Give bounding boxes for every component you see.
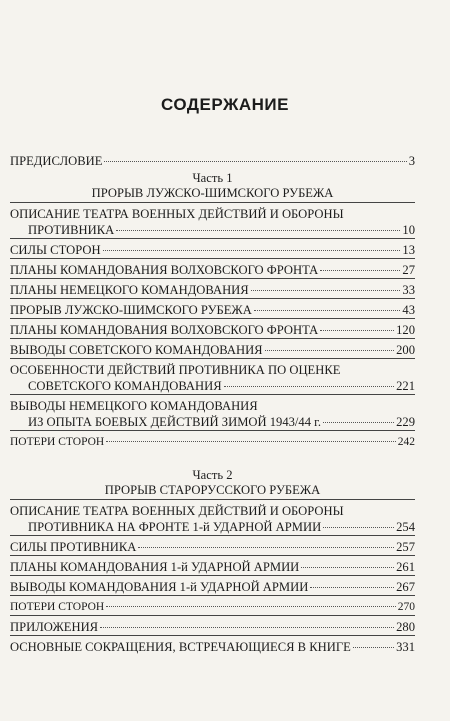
toc-entry <box>10 322 415 338</box>
toc-entry-text: ВЫВОДЫ СОВЕТСКОГО КОМАНДОВАНИЯ <box>10 343 263 357</box>
toc-entry <box>10 362 415 394</box>
part-subtitle: ПРОРЫВ СТАРОРУССКОГО РУБЕЖА <box>104 483 321 497</box>
toc-entry <box>10 434 415 450</box>
divider <box>10 238 415 239</box>
leader-dots <box>106 441 396 442</box>
leader-dots <box>323 422 394 423</box>
toc-entry-text: ПОТЕРИ СТОРОН <box>10 601 105 613</box>
toc-entry-text: СИЛЫ СТОРОН <box>10 243 101 257</box>
toc-page-number: 120 <box>396 323 415 337</box>
toc-entry-text: ПРЕДИСЛОВИЕ <box>10 154 103 168</box>
toc-entry-text: ВЫВОДЫ НЕМЕЦКОГО КОМАНДОВАНИЯ <box>10 399 258 413</box>
divider <box>10 575 415 576</box>
leader-dots <box>310 587 394 588</box>
toc-page-number: 254 <box>396 520 415 534</box>
leader-dots <box>116 230 400 231</box>
toc-page-number: 33 <box>402 283 415 297</box>
leader-dots <box>320 270 400 271</box>
toc-page-number: 331 <box>396 640 415 654</box>
toc-page-number: 13 <box>402 243 415 257</box>
toc-entry <box>10 242 415 258</box>
toc-entry-text: ОПИСАНИЕ ТЕАТРА ВОЕННЫХ ДЕЙСТВИЙ И ОБОРОНЫ <box>10 504 344 518</box>
divider <box>10 555 415 556</box>
toc-entry-text: ПЛАНЫ НЕМЕЦКОГО КОМАНДОВАНИЯ <box>10 283 249 297</box>
leader-dots <box>353 647 394 648</box>
divider <box>10 535 415 536</box>
divider <box>10 358 415 359</box>
toc-page-number: 27 <box>402 263 415 277</box>
toc-page-number: 280 <box>396 620 415 634</box>
leader-dots <box>224 386 394 387</box>
toc-entry-text: ОСОБЕННОСТИ ДЕЙСТВИЙ ПРОТИВНИКА ПО ОЦЕНКЕ <box>10 363 341 377</box>
divider <box>10 338 415 339</box>
leader-dots <box>265 350 395 351</box>
toc-page-number: 10 <box>402 223 415 237</box>
part-heading: Часть 2 <box>192 468 233 482</box>
leader-dots <box>100 627 394 628</box>
part-subtitle: ПРОРЫВ ЛУЖСКО-ШИМСКОГО РУБЕЖА <box>91 186 334 200</box>
toc-entry-text: ПЛАНЫ КОМАНДОВАНИЯ ВОЛХОВСКОГО ФРОНТА <box>10 323 319 337</box>
toc-entry-text: ОПИСАНИЕ ТЕАТРА ВОЕННЫХ ДЕЙСТВИЙ И ОБОРОНЫ <box>10 207 344 221</box>
toc-entry-text: ПРОРЫВ ЛУЖСКО-ШИМСКОГО РУБЕЖА <box>10 303 252 317</box>
toc-page-number: 3 <box>408 154 415 168</box>
divider <box>10 394 415 395</box>
toc-entry <box>10 398 415 430</box>
toc-entry-text: СИЛЫ ПРОТИВНИКА <box>10 540 137 554</box>
leader-dots <box>323 527 394 528</box>
leader-dots <box>138 547 394 548</box>
divider <box>10 278 415 279</box>
toc-entry-text: ПРОТИВНИКА НА ФРОНТЕ 1-й УДАРНОЙ АРМИИ <box>28 520 322 534</box>
toc-page-number: 242 <box>397 436 415 448</box>
part-heading: Часть 1 <box>192 171 233 185</box>
toc-entry-text: СОВЕТСКОГО КОМАНДОВАНИЯ <box>28 379 222 393</box>
toc-entry-text: ОСНОВНЫЕ СОКРАЩЕНИЯ, ВСТРЕЧАЮЩИЕСЯ В КНИГЕ <box>10 640 351 654</box>
divider <box>10 595 415 596</box>
toc-entry <box>10 302 415 318</box>
page-title: СОДЕРЖАНИЕ <box>161 95 289 114</box>
toc-entry-text: ПРОТИВНИКА <box>28 223 115 237</box>
toc-page-number: 229 <box>396 415 415 429</box>
toc-entry-abbreviations <box>10 639 415 655</box>
leader-dots <box>103 250 401 251</box>
toc-entry <box>10 206 415 238</box>
table-of-contents <box>10 153 415 655</box>
toc-entry-text: ПРИЛОЖЕНИЯ <box>10 620 99 634</box>
toc-entry <box>10 599 415 615</box>
toc-entry-text: ПЛАНЫ КОМАНДОВАНИЯ 1-й УДАРНОЙ АРМИИ <box>10 560 300 574</box>
toc-page-number: 221 <box>396 379 415 393</box>
divider <box>10 258 415 259</box>
divider <box>10 430 415 431</box>
leader-dots <box>106 606 396 607</box>
toc-entry <box>10 342 415 358</box>
divider <box>10 615 415 616</box>
toc-page-number: 200 <box>396 343 415 357</box>
divider <box>10 499 415 500</box>
toc-entry-preface <box>10 153 415 169</box>
divider <box>10 202 415 203</box>
toc-entry-text: ПЛАНЫ КОМАНДОВАНИЯ ВОЛХОВСКОГО ФРОНТА <box>10 263 319 277</box>
toc-entry-appendix <box>10 619 415 635</box>
toc-entry-text: ИЗ ОПЫТА БОЕВЫХ ДЕЙСТВИЙ ЗИМОЙ 1943/44 г. <box>28 415 322 429</box>
toc-entry <box>10 559 415 575</box>
toc-entry <box>10 262 415 278</box>
leader-dots <box>251 290 401 291</box>
toc-entry <box>10 282 415 298</box>
toc-entry <box>10 503 415 535</box>
leader-dots <box>320 330 394 331</box>
toc-entry <box>10 539 415 555</box>
toc-page-number: 267 <box>396 580 415 594</box>
toc-entry-text: ВЫВОДЫ КОМАНДОВАНИЯ 1-й УДАРНОЙ АРМИИ <box>10 580 309 594</box>
toc-entry-text: ПОТЕРИ СТОРОН <box>10 436 105 448</box>
divider <box>10 298 415 299</box>
leader-dots <box>301 567 394 568</box>
toc-page-number: 257 <box>396 540 415 554</box>
divider <box>10 635 415 636</box>
toc-page-number: 261 <box>396 560 415 574</box>
toc-page-number: 270 <box>397 601 415 613</box>
toc-page-number: 43 <box>402 303 415 317</box>
leader-dots <box>254 310 401 311</box>
divider <box>10 318 415 319</box>
toc-entry <box>10 579 415 595</box>
leader-dots <box>104 161 406 162</box>
